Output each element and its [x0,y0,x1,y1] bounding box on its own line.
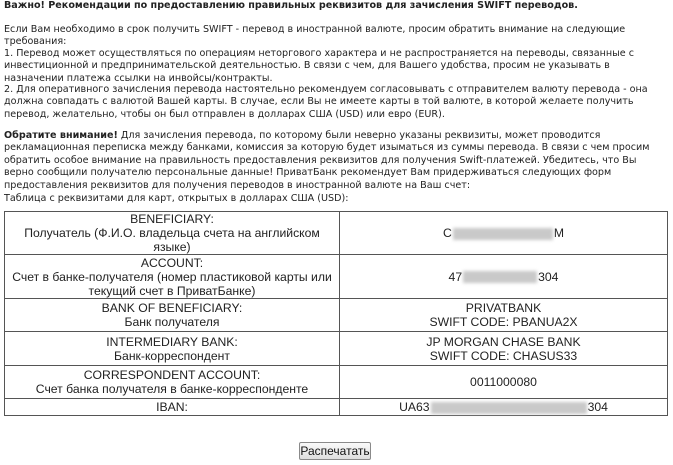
intermediary-bank-name: JP MORGAN CHASE BANK [426,334,581,349]
account-value-suffix: 304 [538,269,559,284]
table-row-beneficiary [5,212,668,255]
redacted-name-mask [453,228,553,240]
account-label-cell [5,255,340,299]
correspondent-label-cell [5,366,340,399]
iban-value-prefix: UA63 [399,400,430,414]
intermediary-label-cell [5,332,340,366]
bank-swift-code: SWIFT CODE: PBANUA2X [429,315,578,329]
redacted-account-mask [463,271,537,283]
account-label-en: ACCOUNT: [140,255,204,270]
bank-label-cell [5,299,340,332]
bank-value-cell [340,299,668,332]
correspondent-label-ru: Счет банка получателя в банке-корреспонденте [35,382,309,396]
bank-label-en: BANK OF BENEFICIARY: [101,301,243,315]
requisites-table [4,211,668,416]
beneficiary-label-en: BENEFICIARY: [130,212,214,226]
beneficiary-label-cell [5,212,340,255]
table-caption: Таблица с реквизитами для карт, открытых в долларах США (USD): [4,193,349,204]
beneficiary-label-ru: Получатель (Ф.И.О. владельца счета на английском языке) [24,226,320,254]
account-value-cell [340,255,668,299]
beneficiary-value-cell [340,212,668,255]
bank-label-ru: Банк получателя [124,315,220,329]
redacted-iban-mask [431,402,587,414]
intermediary-value-cell [340,332,668,366]
beneficiary-value-suffix: М [553,226,564,240]
beneficiary-value-prefix: С [443,226,452,240]
requirement-2-text: 2. Для оперативного зачисления перевода настоятельно рекомендуем согласовывать с отправителем валюту перевода - она должна совпадать с валютой Вашей карты. В случае, если Вы не имеете карты в той валюте, в которой желаете получить перевод, желательно, чтобы он был отправлен в долларах США (USD) или евро (EUR). [4,84,648,120]
intermediary-swift-code: SWIFT CODE: CHASUS33 [429,348,578,363]
table-row-account [5,255,668,299]
correspondent-label-en: CORRESPONDENT ACCOUNT: [83,368,261,382]
correspondent-value-cell: 0011000080 [340,366,668,399]
table-row-iban [5,399,668,416]
table-row-correspondent-account [5,366,668,399]
bank-name: PRIVATBANK [465,301,542,315]
print-button[interactable]: Распечатать [300,444,370,458]
table-row-intermediary-bank [5,332,668,366]
table-row-bank-of-beneficiary [5,299,668,332]
account-value-prefix: 47 [448,269,463,284]
page-title: Важно! Рекомендации по предоставлению правильных реквизитов для зачисления SWIFT переводов. [4,0,578,11]
notice-label: Обратите внимание! [4,130,118,141]
iban-value-cell [340,399,668,416]
iban-label-cell: IBAN: [5,399,340,416]
intro-text: Если Вам необходимо в срок получить SWIFT - перевод в иностранной валюте, просим обратить внимание на следующие требования: [4,24,626,48]
notice-text: Для зачисления перевода, по которому были неверно указаны реквизиты, может проводится рекламационная переписка между банками, комиссия за которую будет изыматься из суммы перевода. В связи с чем просим обратить особое внимание на правильность предоставления реквизитов для получения Swift-платежей. Убедитесь, что Вы верно сообщили получателю персональные данные! ПриватБанк рекомендует Вам придерживаться следующих форм предоставления реквизитов для получения переводов в иностранной валюте на Ваш счет: [4,130,650,191]
intermediary-label-ru: Банк-корреспондент [114,348,230,363]
account-label-ru: Счет в банке-получателя (номер пластиковой карты или текущий счет в ПриватБанке) [12,269,332,298]
intermediary-label-en: INTERMEDIARY BANK: [106,334,238,349]
notice-paragraph [4,130,668,192]
iban-value-suffix: 304 [587,400,608,414]
requirement-1-text: 1. Перевод может осуществляться по операциям неторгового характера и не распространяется на переводы, связанные с инвестиционной и предпринимательской деятельностью. В связи с чем, для Вашего удобства, просим не указывать в назначении платежа ссылки на инвойсы/контракты. [4,48,634,84]
